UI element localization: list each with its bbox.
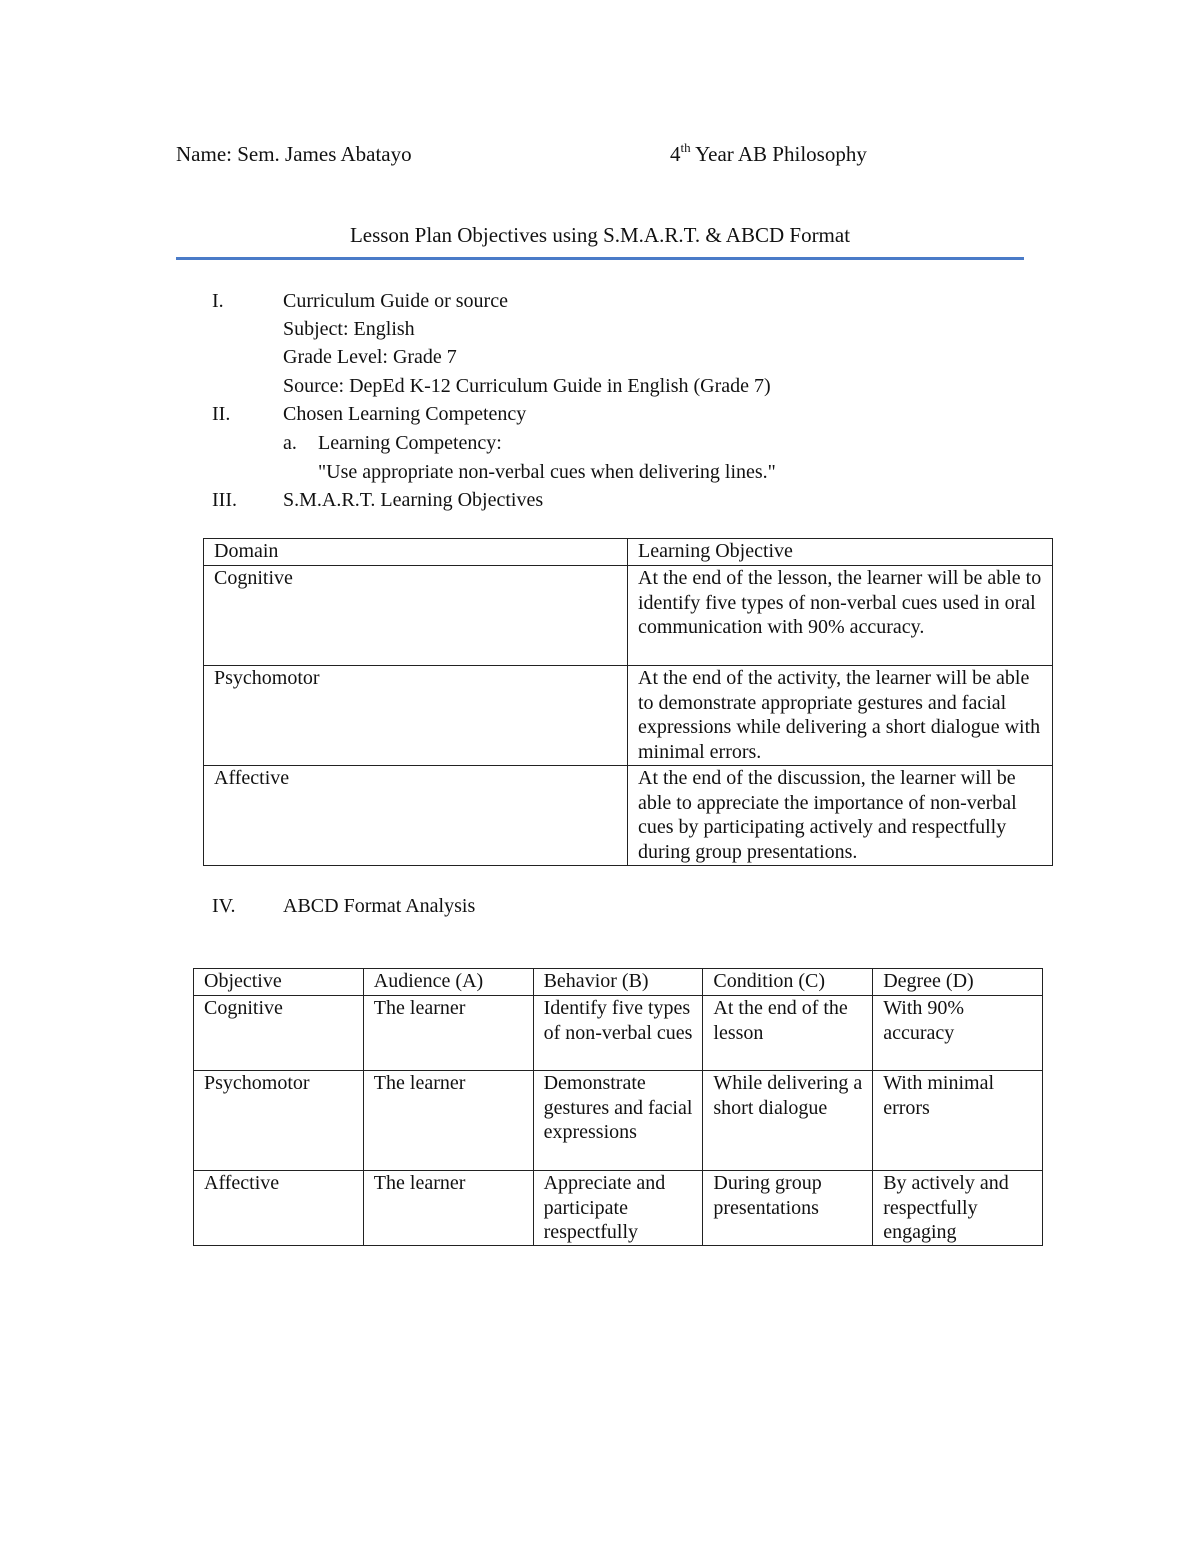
- section-4-heading: ABCD Format Analysis: [283, 895, 476, 917]
- year-ordinal: th: [680, 140, 691, 155]
- year-program-text: Year AB Philosophy: [690, 142, 867, 166]
- audience-cell: The learner: [363, 1071, 533, 1171]
- subject-line: Subject: English: [283, 318, 415, 340]
- table-row: [204, 666, 1053, 766]
- header-domain: Domain: [204, 539, 628, 566]
- degree-cell: With 90% accuracy: [873, 996, 1043, 1071]
- grade-level-line: Grade Level: Grade 7: [283, 346, 457, 368]
- year-number: 4: [670, 142, 681, 166]
- section-1-number: I.: [212, 290, 224, 312]
- objective-cell: Psychomotor: [194, 1071, 364, 1171]
- learning-competency-quote: "Use appropriate non-verbal cues when delivering lines.": [318, 461, 776, 483]
- header-audience: Audience (A): [363, 969, 533, 996]
- objective-cell: At the end of the activity, the learner will be able to demonstrate appropriate gestures and facial expressions while delivering a short dialogue with minimal errors.: [628, 666, 1053, 766]
- header-objective: Objective: [194, 969, 364, 996]
- section-1-heading: Curriculum Guide or source: [283, 290, 508, 312]
- condition-cell: During group presentations: [703, 1171, 873, 1246]
- degree-cell: By actively and respectfully engaging: [873, 1171, 1043, 1246]
- audience-cell: The learner: [363, 1171, 533, 1246]
- behavior-cell: Identify five types of non-verbal cues: [533, 996, 703, 1071]
- condition-cell: While delivering a short dialogue: [703, 1071, 873, 1171]
- table-header-row: [204, 539, 1053, 566]
- section-2-number: II.: [212, 403, 231, 425]
- header-behavior: Behavior (B): [533, 969, 703, 996]
- audience-cell: The learner: [363, 996, 533, 1071]
- table-header-row: [194, 969, 1043, 996]
- year-program: [670, 142, 867, 167]
- section-2-heading: Chosen Learning Competency: [283, 403, 527, 425]
- header-learning-objective: Learning Objective: [628, 539, 1053, 566]
- header-degree: Degree (D): [873, 969, 1043, 996]
- section-3-heading: S.M.A.R.T. Learning Objectives: [283, 489, 544, 511]
- abcd-analysis-table: [193, 968, 1043, 1246]
- behavior-cell: Appreciate and participate respectfully: [533, 1171, 703, 1246]
- domain-cell: Affective: [204, 766, 628, 866]
- table-row: [204, 766, 1053, 866]
- condition-cell: At the end of the lesson: [703, 996, 873, 1071]
- table-row: [204, 566, 1053, 666]
- smart-objectives-table: [203, 538, 1053, 866]
- student-name: Name: Sem. James Abatayo: [176, 142, 412, 166]
- learning-competency-label: Learning Competency:: [318, 432, 502, 454]
- title-underline: [176, 257, 1024, 260]
- section-4-number: IV.: [212, 895, 236, 917]
- table-row: [194, 1071, 1043, 1171]
- behavior-cell: Demonstrate gestures and facial expressions: [533, 1071, 703, 1171]
- page-title: Lesson Plan Objectives using S.M.A.R.T. & ABCD Format: [349, 223, 851, 247]
- header-condition: Condition (C): [703, 969, 873, 996]
- objective-cell: Affective: [194, 1171, 364, 1246]
- objective-cell: At the end of the lesson, the learner will be able to identify five types of non-verbal cues used in oral communication with 90% accuracy.: [628, 566, 1053, 666]
- source-line: Source: DepEd K-12 Curriculum Guide in English (Grade 7): [283, 375, 771, 397]
- objective-cell: At the end of the discussion, the learner will be able to appreciate the importance of non-verbal cues by participating actively and respectfully during group presentations.: [628, 766, 1053, 866]
- table-row: [194, 1171, 1043, 1246]
- domain-cell: Cognitive: [204, 566, 628, 666]
- subitem-a-marker: a.: [283, 432, 297, 454]
- objective-cell: Cognitive: [194, 996, 364, 1071]
- degree-cell: With minimal errors: [873, 1071, 1043, 1171]
- domain-cell: Psychomotor: [204, 666, 628, 766]
- section-3-number: III.: [212, 489, 237, 511]
- table-row: [194, 996, 1043, 1071]
